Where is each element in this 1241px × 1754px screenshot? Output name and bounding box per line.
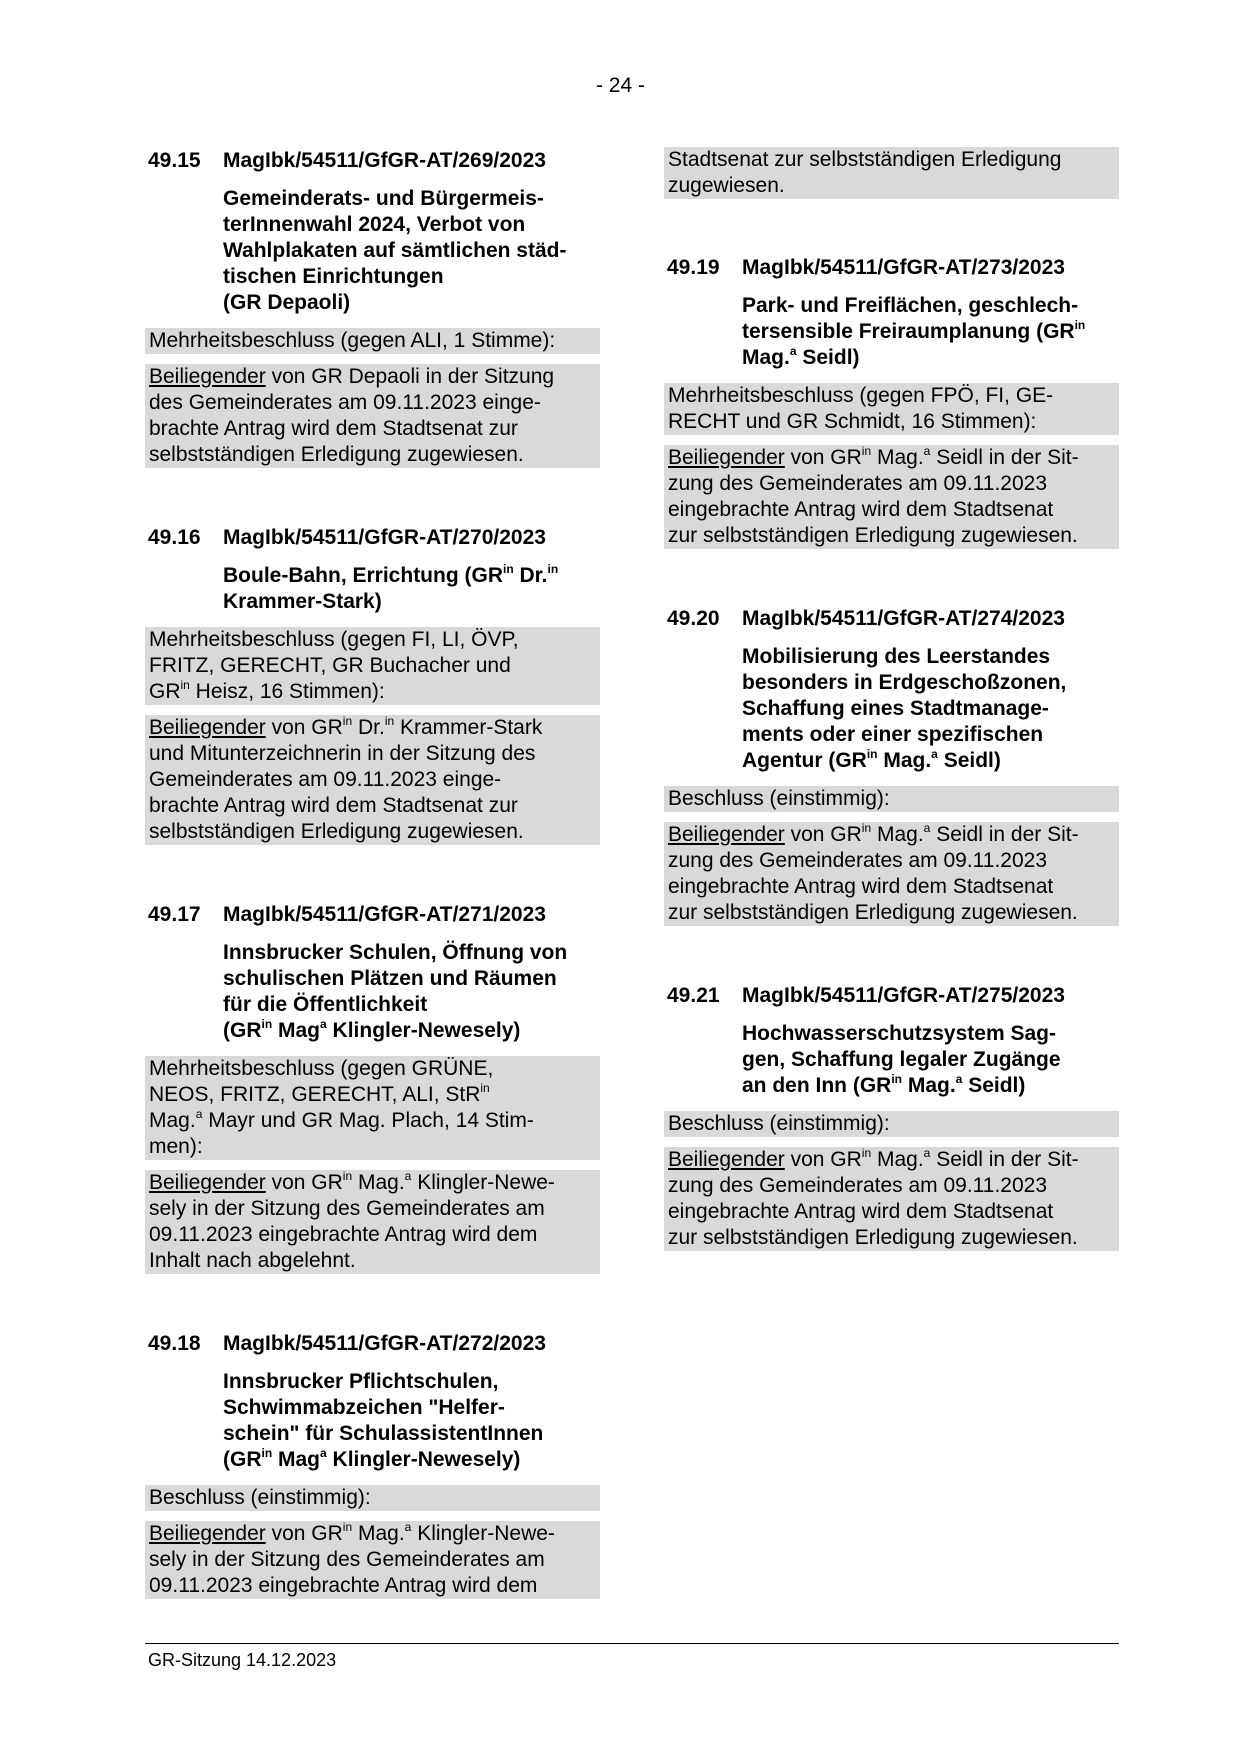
- item-title: Gemeinderats- und Bürgermeis- terInnenwahl 2024, Verbot von Wahlplakaten auf sämtlichen städ- tischen Einrichtungen (GR Depaoli): [223, 187, 567, 314]
- item-number: 49.15: [148, 149, 201, 172]
- agenda-item-49-19: [664, 255, 1119, 549]
- decision-text: Beiliegender von $GR^{in}$ Mag.$^a$ Seidl in der Sit- zung des Gemeinderates am 09.11.2023 eingebrachte Antrag wird dem Stadtsenat zur selbstständigen Erledigung zugewiesen.: [664, 445, 1119, 549]
- item-number: 49.21: [667, 984, 720, 1007]
- continued-text-block: [664, 147, 1119, 199]
- vote-result: Mehrheitsbeschluss (gegen FI, LI, ÖVP, FRITZ, GERECHT, GR Buchacher und $GR^{in}$ Heisz, 16 Stimmen):: [145, 627, 600, 705]
- item-number: 49.17: [148, 903, 201, 926]
- item-title: Boule-Bahn, Errichtung ($GR^{in}$ Dr.$^{in}$ Krammer-Stark): [223, 562, 559, 613]
- item-reference: MagIbk/54511/GfGR-AT/271/2023: [223, 903, 546, 926]
- agenda-item-49-18: [145, 1331, 600, 1599]
- item-title: Park- und Freiflächen, geschlech- tersensible Freiraumplanung ($GR^{in}$ Mag.$^a$ Seidl): [742, 294, 1086, 369]
- agenda-item-49-21: [664, 983, 1119, 1251]
- item-title: Hochwasserschutzsystem Sag- gen, Schaffung legaler Zugänge an den Inn ($GR^{in}$ Mag.$^a$ Seidl): [742, 1022, 1061, 1097]
- item-reference: MagIbk/54511/GfGR-AT/273/2023: [742, 256, 1065, 279]
- decision-text: Beiliegender von $GR^{in}$ Dr.$^{in}$ Krammer-Stark und Mitunterzeichnerin in der Sitzung des Gemeinderates am 09.11.2023 einge- brachte Antrag wird dem Stadtsenat zur selbstständigen Erledigung zugewiesen.: [145, 715, 600, 845]
- item-title: Innsbrucker Schulen, Öffnung von schulischen Plätzen und Räumen für die Öffentlichkeit ($GR^{in}$ Mag$^a$ Klingler-Newesely): [223, 941, 568, 1042]
- agenda-item-49-15: [145, 148, 600, 468]
- item-number: 49.20: [667, 607, 720, 630]
- item-reference: MagIbk/54511/GfGR-AT/270/2023: [223, 526, 546, 549]
- vote-result: Mehrheitsbeschluss (gegen ALI, 1 Stimme):: [145, 328, 600, 354]
- item-number: 49.19: [667, 256, 720, 279]
- item-reference: MagIbk/54511/GfGR-AT/274/2023: [742, 607, 1065, 630]
- agenda-item-49-17: [145, 902, 600, 1274]
- item-number: 49.18: [148, 1332, 201, 1355]
- agenda-item-49-20: [664, 606, 1119, 926]
- decision-text: Beiliegender von $GR^{in}$ Mag.$^a$ Seidl in der Sit- zung des Gemeinderates am 09.11.2023 eingebrachte Antrag wird dem Stadtsenat zur selbstständigen Erledigung zugewiesen.: [664, 1147, 1119, 1251]
- footer-text: GR-Sitzung 14.12.2023: [148, 1650, 337, 1670]
- item-number: 49.16: [148, 526, 201, 549]
- item-title: Innsbrucker Pflichtschulen, Schwimmabzeichen "Helfer- schein" für SchulassistentInnen ($GR^{in}$ Mag$^a$ Klingler-Newesely): [223, 1370, 544, 1471]
- item-reference: MagIbk/54511/GfGR-AT/269/2023: [223, 149, 546, 172]
- page-number: - 24 -: [595, 74, 645, 97]
- vote-result: Beschluss (einstimmig):: [664, 786, 1119, 812]
- footer-divider: [145, 1643, 1119, 1644]
- vote-result: Mehrheitsbeschluss (gegen GRÜNE, NEOS, FRITZ, GERECHT, ALI, StR$^{in}$ Mag.$^a$ Mayr und GR Mag. Plach, 14 Stim- men):: [145, 1056, 600, 1160]
- decision-text: Beiliegender von GR Depaoli in der Sitzung des Gemeinderates am 09.11.2023 einge- brachte Antrag wird dem Stadtsenat zur selbstständigen Erledigung zugewiesen.: [145, 364, 600, 468]
- right-column: [664, 147, 1119, 1308]
- vote-result: Mehrheitsbeschluss (gegen FPÖ, FI, GE- RECHT und GR Schmidt, 16 Stimmen):: [664, 383, 1119, 435]
- agenda-item-49-16: [145, 525, 600, 845]
- continued-text: Stadtsenat zur selbstständigen Erledigung zugewiesen.: [664, 147, 1119, 199]
- item-title: Mobilisierung des Leerstandes besonders in Erdgeschoßzonen, Schaffung eines Stadtmanage- ments oder einer spezifischen Agentur ($GR^{in}$ Mag.$^a$ Seidl): [742, 645, 1067, 772]
- item-reference: MagIbk/54511/GfGR-AT/272/2023: [223, 1332, 546, 1355]
- decision-text: Beiliegender von $GR^{in}$ Mag.$^a$ Seidl in der Sit- zung des Gemeinderates am 09.11.2023 eingebrachte Antrag wird dem Stadtsenat zur selbstständigen Erledigung zugewiesen.: [664, 822, 1119, 926]
- decision-text: Beiliegender von $GR^{in}$ Mag.$^a$ Klingler-Newe- sely in der Sitzung des Gemeinderates am 09.11.2023 eingebrachte Antrag wird dem: [145, 1521, 600, 1599]
- vote-result: Beschluss (einstimmig):: [145, 1485, 600, 1511]
- item-reference: MagIbk/54511/GfGR-AT/275/2023: [742, 984, 1065, 1007]
- decision-text: Beiliegender von $GR^{in}$ Mag.$^a$ Klingler-Newe- sely in der Sitzung des Gemeinderates am 09.11.2023 eingebrachte Antrag wird dem Inhalt nach abgelehnt.: [145, 1170, 600, 1274]
- vote-result: Beschluss (einstimmig):: [664, 1111, 1119, 1137]
- left-column: [145, 148, 600, 1656]
